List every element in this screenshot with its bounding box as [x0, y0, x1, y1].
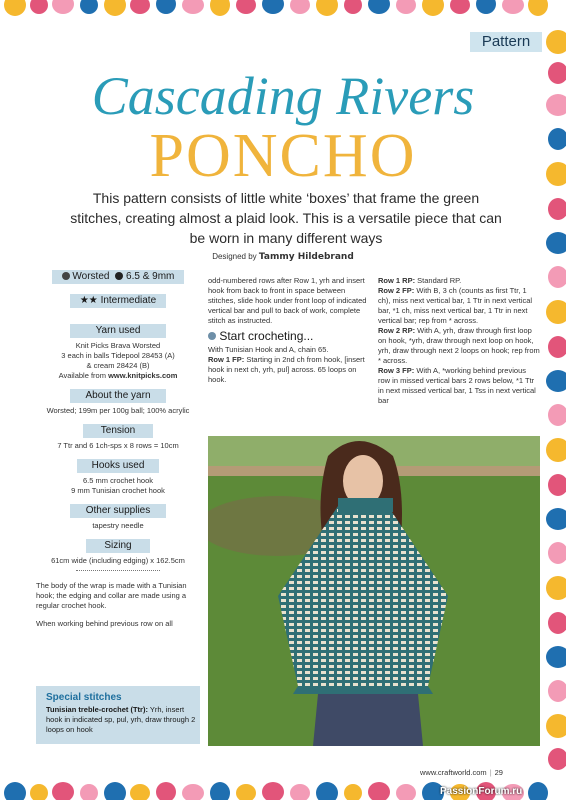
available-link[interactable]: www.knitpicks.com	[108, 371, 178, 380]
designer-credit	[0, 252, 566, 262]
row-instruction	[378, 326, 540, 366]
page-subtitle: PONCHO	[149, 122, 417, 190]
watermark: PassionForum.ru	[440, 786, 523, 797]
level-text: Intermediate	[100, 295, 157, 306]
about-yarn-text: Worsted; 199m per 100g ball; 100% acrylic	[46, 406, 190, 415]
bullet-icon	[208, 332, 216, 340]
spec-hook-sizes: 6.5 & 9mm	[126, 271, 175, 282]
body-paragraph: The body of the wrap is made with a Tunisian hook; the edging and collar are made using a regular crochet hook.	[36, 581, 187, 610]
level-pill	[70, 294, 166, 308]
row-text: Starting in 2nd ch from hook, [insert hook in next ch, yrh, pul] across. 65 loops on hook.	[208, 355, 365, 384]
yarn-used-heading: Yarn used	[70, 324, 166, 338]
intro-text: This pattern consists of little white ‘boxes’ that frame the green stitches, creating almost a plaid look. This is a versatile piece that can be worn in many different ways	[70, 190, 502, 246]
hook-line: 9 mm Tunisian crochet hook	[71, 486, 165, 495]
middle-paragraph: odd-numbered rows after Row 1, yrh and insert hook from back to front in space between stitches, slide hook under front loop of indicated vertical bar and pull to back of work, complete stitch as instructed.	[208, 276, 367, 325]
footer-separator: |	[489, 768, 492, 777]
yarn-line: Knit Picks Brava Worsted	[75, 341, 161, 350]
special-definition: Yrh, insert hook in indicated sp, pul, yrh, draw through 2 loops on hook	[46, 705, 196, 734]
row-instruction	[208, 355, 368, 385]
row-instruction	[378, 366, 540, 406]
start-text: With Tunisian Hook and A, chain 65.	[208, 345, 329, 354]
row-label: Row 2 FP:	[378, 286, 415, 295]
hook-icon	[115, 272, 123, 280]
row-label: Row 1 RP:	[378, 276, 416, 285]
poncho-photo	[208, 436, 540, 746]
supplies-text: tapestry needle	[92, 521, 144, 530]
row-label: Row 3 FP:	[378, 366, 415, 375]
page-number: 29	[494, 768, 503, 777]
row-text: With A, yrh, draw through first loop on hook, *yrh, draw through next loop on hook, yrh, draw through next 2 loops on hook; rep from * across.	[378, 326, 540, 365]
row-instruction	[378, 276, 540, 286]
designer-name: Tammy Hildebrand	[258, 252, 354, 262]
special-term: Tunisian treble-crochet (Ttr):	[46, 705, 148, 714]
poncho-photo-illustration	[208, 436, 540, 746]
sizing-heading: Sizing	[86, 539, 150, 553]
row-text: Standard RP.	[415, 276, 462, 285]
row-instruction	[378, 286, 540, 326]
row-label: Row 1 FP:	[208, 355, 245, 364]
page-title: Cascading Rivers	[91, 66, 475, 126]
body-paragraph: When working behind previous row on all	[36, 619, 173, 628]
dotted-divider	[76, 570, 160, 571]
designer-label: Designed by	[212, 252, 257, 261]
star-icon: ★★	[79, 295, 98, 306]
hook-line: 6.5 mm crochet hook	[82, 476, 154, 485]
row-text: With B, 3 ch (counts as first Ttr, 1 ch), miss next vertical bar, 1 Ttr in next vertical bar, *1 ch, miss next vertical bar, 1 Ttr in next vertical bar; rep from * across.	[378, 286, 533, 325]
yarn-availability	[36, 371, 200, 381]
spec-weight: Worsted	[72, 271, 110, 282]
sizing-text: 61cm wide (including edging) x 162.5cm	[51, 556, 185, 565]
footer-site: www.craftworld.com	[420, 768, 487, 777]
yarn-ball-icon	[62, 272, 70, 280]
row-label: Row 2 RP:	[378, 326, 416, 335]
middle-column	[208, 276, 368, 385]
available-label: Available from	[58, 371, 109, 380]
floral-border-top	[0, 0, 566, 22]
special-stitches-heading: Special stitches	[46, 692, 122, 703]
section-tab: Pattern	[470, 32, 542, 52]
tension-heading: Tension	[83, 424, 153, 438]
right-column	[378, 276, 540, 406]
yarn-line: & cream 28424 (B)	[86, 361, 150, 370]
yarn-line: 3 each in balls Tidepool 28453 (A)	[61, 351, 175, 360]
start-heading-text: Start crocheting...	[219, 329, 314, 343]
start-crocheting-heading	[208, 331, 368, 341]
left-column	[36, 270, 200, 629]
spec-pill	[52, 270, 184, 284]
hooks-heading: Hooks used	[77, 459, 159, 473]
about-yarn-heading: About the yarn	[70, 389, 166, 403]
yarn-used-text	[36, 341, 200, 381]
supplies-heading: Other supplies	[70, 504, 166, 518]
page-footer	[420, 768, 503, 777]
hooks-text	[36, 476, 200, 496]
row-text: With A, *working behind previous row in missed vertical bars 2 rows below, *1 Ttr in next missed vertical bar, 1 Tss in next vertical bar	[378, 366, 536, 405]
special-stitches-text	[46, 705, 196, 735]
tension-text: 7 Ttr and 6 1ch-sps x 8 rows = 10cm	[57, 441, 179, 450]
